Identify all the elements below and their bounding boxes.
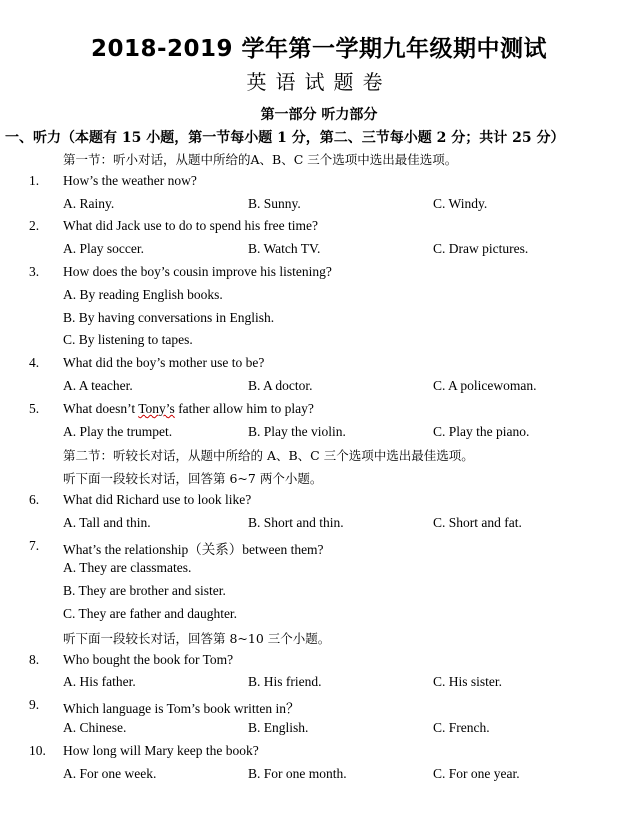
option-b: B. Short and thin. xyxy=(248,514,344,530)
option-a: A. Tall and thin. xyxy=(63,514,151,530)
instruction-part2-sub2: 听下面一段较长对话，回答第 8~10 三个小题。 xyxy=(63,630,331,646)
question-text-end: father allow him to play? xyxy=(174,400,314,416)
option-c: C. French. xyxy=(433,719,490,735)
question-6 xyxy=(0,490,638,513)
option-c: C. Windy. xyxy=(433,195,488,211)
option-a: A. Rainy. xyxy=(63,195,115,211)
option-a: A. Play soccer. xyxy=(63,241,144,257)
question-number: 2. xyxy=(29,218,40,234)
section-heading: 一、听力（本题有 15 小题，第一节每小题 1 分，第二、三节每小题 2 分；共计 25 分） xyxy=(5,130,565,146)
question-4 xyxy=(0,353,638,376)
spellcheck-name: Tony’s xyxy=(138,400,175,416)
options-2 xyxy=(0,239,638,262)
question-2 xyxy=(0,216,638,239)
option-b: B. For one month. xyxy=(248,765,347,781)
option-c: C. Short and fat. xyxy=(433,514,522,530)
question-number: 9. xyxy=(29,697,40,713)
options-9 xyxy=(0,718,638,741)
question-number: 1. xyxy=(29,172,40,188)
option-b: B. Watch TV. xyxy=(248,241,321,257)
option-c: C. Draw pictures. xyxy=(433,241,529,257)
question-number: 7. xyxy=(29,537,40,553)
option-c: C. They are father and daughter. xyxy=(63,605,238,621)
options-5 xyxy=(0,422,638,445)
question-text-start: What doesn’t xyxy=(63,400,139,416)
question-number: 8. xyxy=(29,651,40,667)
question-10 xyxy=(0,741,638,764)
option-b: B. English. xyxy=(248,719,309,735)
question-list xyxy=(0,148,638,786)
option-b: B. By having conversations in English. xyxy=(63,309,275,325)
option-a: A. A teacher. xyxy=(63,377,133,393)
question-text: Which language is Tom’s book written in？ xyxy=(63,701,300,717)
option-c: C. For one year. xyxy=(433,765,520,781)
question-text: What did Jack use to do to spend his free time? xyxy=(63,218,318,234)
question-1 xyxy=(0,171,638,194)
question-text: How long will Mary keep the book? xyxy=(63,742,259,758)
option-a: A. For one week. xyxy=(63,765,157,781)
question-number: 6. xyxy=(29,491,40,507)
question-number: 4. xyxy=(29,355,40,371)
option-a: A. They are classmates. xyxy=(63,560,192,576)
question-text: What did the boy’s mother use to be? xyxy=(63,355,265,371)
option-c: C. Play the piano. xyxy=(433,423,530,439)
option-b: B. Play the violin. xyxy=(248,423,346,439)
options-8 xyxy=(0,672,638,695)
option-c: C. His sister. xyxy=(433,674,503,690)
option-a: A. By reading English books. xyxy=(63,286,223,302)
question-text: What did Richard use to look like? xyxy=(63,491,252,507)
question-number: 3. xyxy=(29,263,40,279)
option-b: B. His friend. xyxy=(248,674,322,690)
instruction-part2: 第二节：听较长对话，从题中所给的 A、B、C 三个选项中选出最佳选项。 xyxy=(63,448,474,464)
instruction-part1: 第一节：听小对话，从题中所给的A、B、C 三个选项中选出最佳选项。 xyxy=(63,152,458,167)
question-number: 10. xyxy=(29,742,46,758)
question-number: 5. xyxy=(29,400,40,416)
option-b: B. They are brother and sister. xyxy=(63,583,226,599)
exam-subtitle: 英语试题卷 xyxy=(246,70,392,94)
question-9 xyxy=(0,695,638,718)
question-8 xyxy=(0,650,638,673)
option-c: C. A policewoman. xyxy=(433,377,537,393)
option-c: C. By listening to tapes. xyxy=(63,332,193,348)
question-3 xyxy=(0,262,638,285)
options-4 xyxy=(0,376,638,399)
option-b: B. Sunny. xyxy=(248,195,301,211)
question-text xyxy=(63,401,314,417)
option-a: A. His father. xyxy=(63,674,136,690)
question-text: Who bought the book for Tom? xyxy=(63,651,234,667)
option-a: A. Play the trumpet. xyxy=(63,423,173,439)
part-heading: 第一部分 听力部分 xyxy=(260,107,378,123)
options-1 xyxy=(0,194,638,217)
instruction-part2-sub1: 听下面一段较长对话，回答第 6~7 两个小题。 xyxy=(63,471,323,487)
question-5 xyxy=(0,399,638,422)
options-6 xyxy=(0,513,638,536)
exam-title: 2018-2019 学年第一学期九年级期中测试 xyxy=(90,36,548,62)
question-text: How does the boy’s cousin improve his listening? xyxy=(63,263,332,279)
question-7 xyxy=(0,536,638,559)
question-text: What’s the relationship（关系）between them? xyxy=(63,541,324,557)
option-a: A. Chinese. xyxy=(63,719,127,735)
question-text: How’s the weather now? xyxy=(63,172,197,188)
option-b: B. A doctor. xyxy=(248,377,313,393)
options-10 xyxy=(0,764,638,787)
